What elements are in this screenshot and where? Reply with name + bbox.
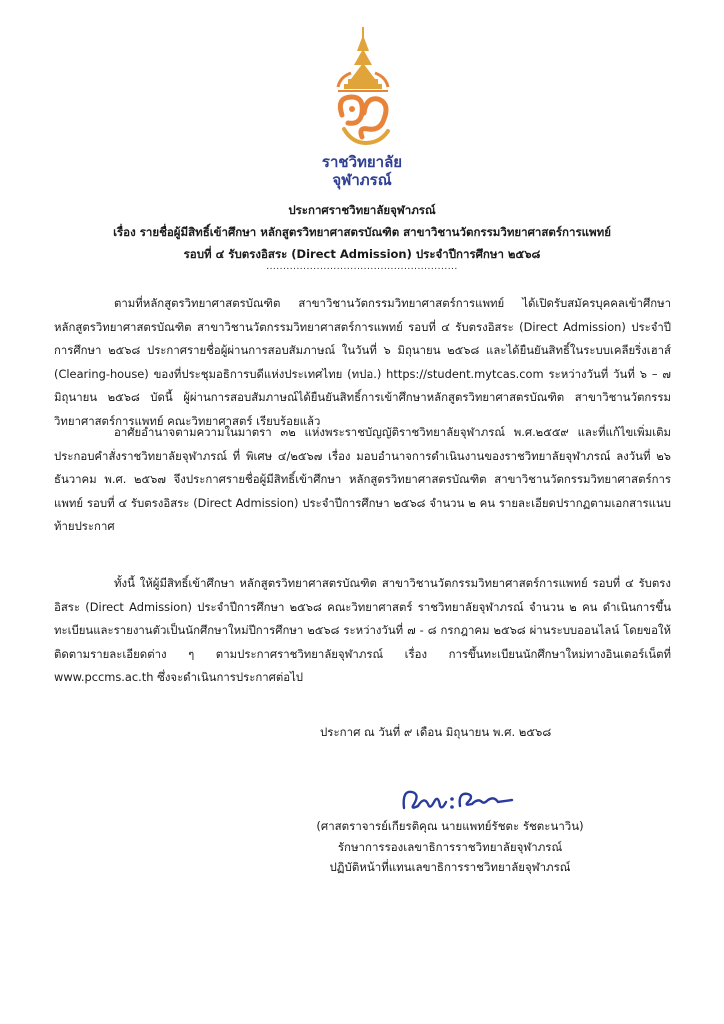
signer-name: (ศาสตราจารย์เกียรติคุณ นายแพทย์รัชตะ รัชตะนาวิน) <box>316 819 584 833</box>
body-paragraph-1 <box>54 292 671 433</box>
announcement-subject: เรื่อง รายชื่อผู้มีสิทธิ์เข้าศึกษา หลักสูตรวิทยาศาสตรบัณฑิต สาขาวิชานวัตกรรมวิทยาศาสตร์การแพทย์ <box>113 225 611 239</box>
paragraph-2-text: อาศัยอำนาจตามความในมาตรา ๓๒ แห่งพระราชบัญญัติราชวิทยาลัยจุฬาภรณ์ พ.ศ.๒๕๕๙ และที่แก้ไขเพิ่มเติม ประกอบคำสั่งราชวิทยาลัยจุฬาภรณ์ ที่ พิเศษ ๔/๒๕๖๗ เรื่อง มอบอำนาจการดำเนินงานของราชวิทยาลัยจุฬาภรณ์ ลงวันที่ ๒๖ ธันวาคม พ.ศ. ๒๕๖๗ จึงประกาศรายชื่อผู้มีสิทธิ์เข้าศึกษา หลักสูตรวิทยาศาสตรบัณฑิต สาขาวิชานวัตกรรมวิทยาศาสตร์การแพทย์ รอบที่ ๔ รับตรงอิสระ (Direct Admission) ประจำปีการศึกษา ๒๕๖๘ จำนวน ๒ คน รายละเอียดปรากฏตามเอกสารแนบท้ายประกาศ <box>54 425 671 533</box>
letterhead-line-2: จุฬาภรณ์ <box>332 171 392 189</box>
signer-position-2: ปฏิบัติหน้าที่แทนเลขาธิการราชวิทยาลัยจุฬาภรณ์ <box>329 860 571 874</box>
announcement-date: ประกาศ ณ วันที่ ๙ เดือน มิถุนายน พ.ศ. ๒๕๖๘ <box>320 725 552 739</box>
paragraph-1-text: ตามที่หลักสูตรวิทยาศาสตรบัณฑิต สาขาวิชานวัตกรรมวิทยาศาสตร์การแพทย์ ได้เปิดรับสมัครบุคคลเข้าศึกษาหลักสูตรวิทยาศาสตรบัณฑิต สาขาวิชานวัตกรรมวิทยาศาสตร์การแพทย์ รอบที่ ๔ รับตรงอิสระ (Direct Admission) ประจำปีการศึกษา ๒๕๖๘ ประกาศรายชื่อผู้ผ่านการสอบสัมภาษณ์ ในวันที่ ๖ มิถุนายน ๒๕๖๘ และได้ยืนยันสิทธิ์ในระบบเคลียริ่งเฮาส์ (Clearing-house) ของที่ประชุมอธิการบดีแห่งประเทศไทย (ทปอ.) https://student.mytcas.com ระหว่างวันที่ วันที่ ๖ – ๗ มิถุนายน ๒๕๖๘ บัดนี้ ผู้ผ่านการสอบสัมภาษณ์ได้ยืนยันสิทธิ์การเข้าศึกษาหลักสูตรวิทยาศาสตรบัณฑิต สาขาวิชานวัตกรรมวิทยาศาสตร์การแพทย์ คณะวิทยาศาสตร์ เรียบร้อยแล้ว <box>54 296 671 428</box>
announcement-round: รอบที่ ๔ รับตรงอิสระ (Direct Admission) ประจำปีการศึกษา ๒๕๖๘ <box>183 247 541 261</box>
handwritten-signature <box>398 782 516 818</box>
body-paragraph-3 <box>54 572 671 690</box>
signer-position-1: รักษาการรองเลขาธิการราชวิทยาลัยจุฬาภรณ์ <box>337 840 563 854</box>
title-separator: ......................................................... <box>266 262 458 272</box>
paragraph-3-text: ทั้งนี้ ให้ผู้มีสิทธิ์เข้าศึกษา หลักสูตรวิทยาศาสตรบัณฑิต สาขาวิชานวัตกรรมวิทยาศาสตร์การแพทย์ รอบที่ ๔ รับตรงอิสระ (Direct Admission) ประจำปีการศึกษา ๒๕๖๘ คณะวิทยาศาสตร์ ราชวิทยาลัยจุฬาภรณ์ จำนวน ๒ คน ดำเนินการขึ้นทะเบียนและรายงานตัวเป็นนักศึกษาใหม่ปีการศึกษา ๒๕๖๘ ระหว่างวันที่ ๗ - ๘ กรกฎาคม ๒๕๖๘ ผ่านระบบออนไลน์ โดยขอให้ติดตามรายละเอียดต่าง ๆ ตามประกาศราชวิทยาลัยจุฬาภรณ์ เรื่อง การขึ้นทะเบียนนักศึกษาใหม่ทางอินเตอร์เน็ตที่ www.pccms.ac.th ซึ่งจะดำเนินการประกาศต่อไป <box>54 576 671 684</box>
body-paragraph-2 <box>54 421 671 539</box>
announcement-title: ประกาศราชวิทยาลัยจุฬาภรณ์ <box>288 203 436 217</box>
letterhead-line-1: ราชวิทยาลัย <box>321 153 403 171</box>
chulabhorn-royal-academy-emblem-icon <box>318 25 408 153</box>
